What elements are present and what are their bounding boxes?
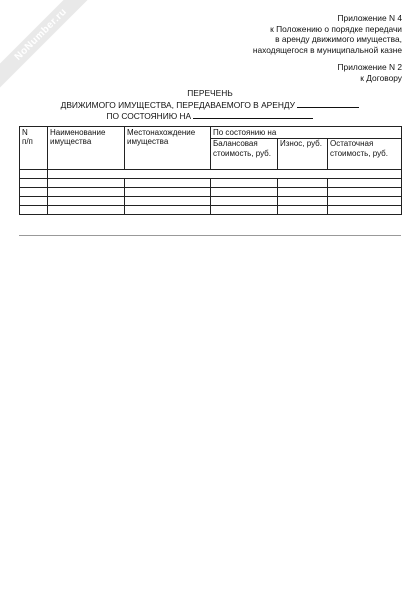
header-cell-balance: Балансовая стоимость, руб. bbox=[211, 138, 278, 169]
table-cell bbox=[48, 169, 402, 178]
table-cell bbox=[20, 169, 48, 178]
table-cell bbox=[48, 205, 125, 214]
page-divider bbox=[19, 235, 401, 236]
header-text: N bbox=[22, 127, 28, 137]
table-cell bbox=[125, 178, 211, 187]
table-cell bbox=[48, 178, 125, 187]
table-cell bbox=[48, 187, 125, 196]
property-table bbox=[19, 126, 402, 215]
table-row bbox=[20, 196, 402, 205]
table-cell bbox=[125, 196, 211, 205]
table-cell bbox=[211, 178, 278, 187]
table-cell bbox=[48, 196, 125, 205]
table-cell bbox=[278, 205, 328, 214]
appendix-line: в аренду движимого имущества, bbox=[275, 34, 402, 45]
appendix-subheader bbox=[338, 62, 402, 83]
header-cell-location: Местонахождение имущества bbox=[125, 127, 211, 170]
document-title bbox=[0, 88, 420, 122]
title-line-with-blank bbox=[0, 110, 420, 122]
table-cell bbox=[278, 178, 328, 187]
table-header-row bbox=[20, 127, 402, 139]
fill-in-blank bbox=[193, 110, 313, 119]
title-line-text: ПО СОСТОЯНИЮ НА bbox=[106, 111, 192, 121]
appendix-line: к Положению о порядке передачи bbox=[270, 23, 402, 34]
title-line: ПЕРЕЧЕНЬ bbox=[187, 88, 233, 98]
table-cell bbox=[328, 187, 402, 196]
appendix-line: Приложение N 4 bbox=[337, 13, 402, 23]
appendix-line: находящегося в муниципальной казне bbox=[252, 44, 402, 55]
table-cell bbox=[211, 187, 278, 196]
watermark: NoNumber.ru bbox=[0, 0, 100, 94]
table-cell bbox=[20, 178, 48, 187]
table-row bbox=[20, 178, 402, 187]
appendix-header bbox=[253, 13, 402, 55]
table-cell bbox=[278, 187, 328, 196]
appendix-sub-line: Приложение N 2 bbox=[337, 62, 402, 72]
header-cell-state: По состоянию на bbox=[211, 127, 402, 139]
table-cell bbox=[125, 187, 211, 196]
table-row bbox=[20, 169, 402, 178]
table-row bbox=[20, 187, 402, 196]
fill-in-blank bbox=[297, 99, 359, 108]
table-row bbox=[20, 205, 402, 214]
title-line-with-blank bbox=[0, 99, 420, 111]
header-cell-residual: Остаточная стоимость, руб. bbox=[328, 138, 402, 169]
table-cell bbox=[328, 205, 402, 214]
table-cell bbox=[20, 196, 48, 205]
table-cell bbox=[328, 196, 402, 205]
table-cell bbox=[125, 205, 211, 214]
table-cell bbox=[211, 205, 278, 214]
table-cell bbox=[211, 196, 278, 205]
table-cell bbox=[328, 178, 402, 187]
appendix-sub-line: к Договору bbox=[360, 72, 402, 83]
table-cell bbox=[20, 205, 48, 214]
header-cell-name: Наименование имущества bbox=[48, 127, 125, 170]
title-line-text: ДВИЖИМОГО ИМУЩЕСТВА, ПЕРЕДАВАЕМОГО В АРЕНДУ bbox=[60, 99, 295, 110]
table-cell bbox=[20, 187, 48, 196]
header-cell-wear: Износ, руб. bbox=[278, 138, 328, 169]
header-cell-number bbox=[20, 127, 48, 170]
header-text: п/п bbox=[22, 137, 33, 147]
table-cell bbox=[278, 196, 328, 205]
